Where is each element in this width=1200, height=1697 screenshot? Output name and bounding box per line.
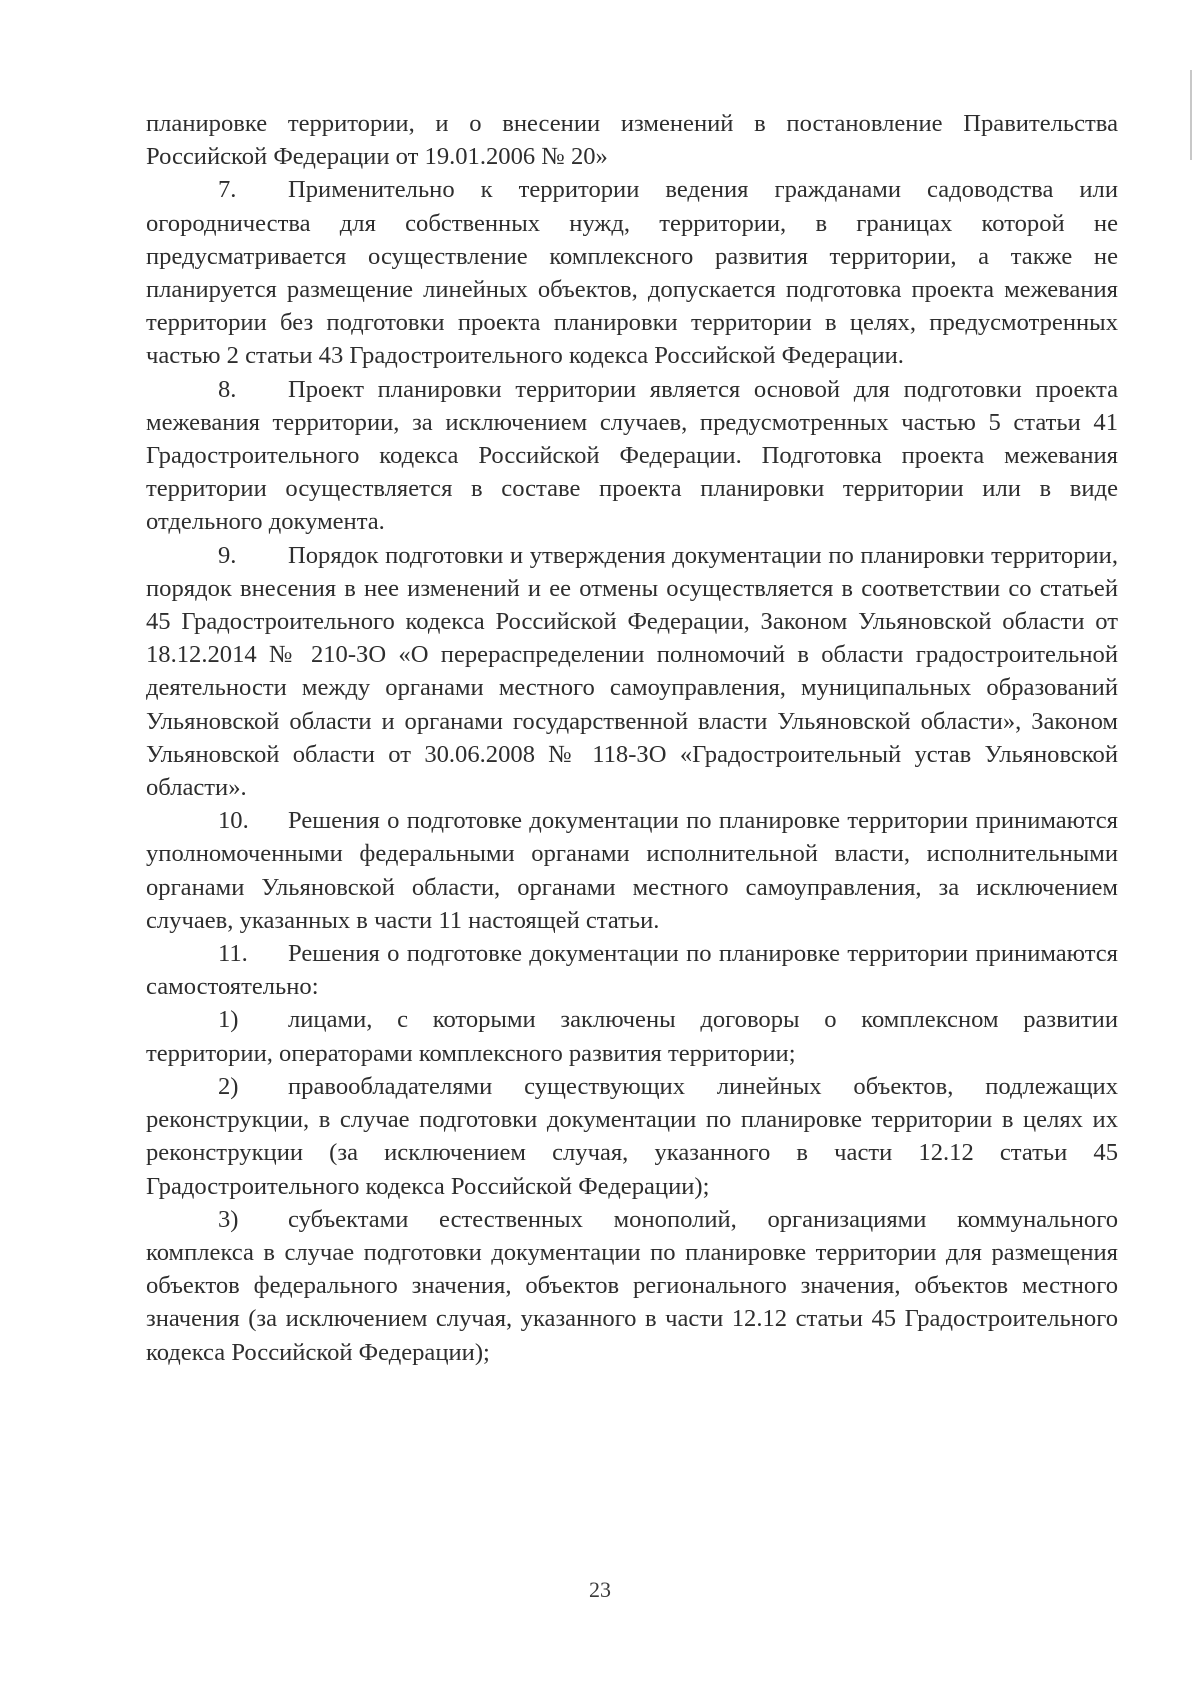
document-body [146, 107, 1118, 1369]
paragraph-continuation [146, 107, 1118, 173]
list-item-number: 1) [218, 1006, 239, 1034]
list-item-number: 3) [218, 1205, 239, 1233]
paragraph-number: 9. [218, 541, 237, 569]
list-item-text: лицами, с которыми заключены договоры о комплексном развитии территории, операторами комплексного развития территории; [146, 1006, 1118, 1067]
paragraph-10 [146, 804, 1118, 937]
paragraph-text: Решения о подготовке документации по планировке территории принимаются уполномоченными федеральными органами исполнительной власти, исполнительными органами Ульяновской области, органами местного самоуправления, за исключением случаев, указанных в части 11 настоящей статьи. [146, 807, 1118, 934]
paragraph-text: Применительно к территории ведения гражданами садоводства или огородничества для собственных нужд, территории, в границах которой не предусматривается осуществление комплексного развития территории, а также не планируется размещение линейных объектов, допускается подготовка проекта межевания территории без подготовки проекта планировки территории в целях, предусмотренных частью 2 статьи 43 Градостроительного кодекса Российской Федерации. [146, 176, 1118, 370]
paragraph-number: 7. [218, 176, 237, 204]
list-item-text: правообладателями существующих линейных объектов, подлежащих реконструкции, в случае подготовки документации по планировке территории в целях их реконструкции (за исключением случая, указанного в части 12.12 статьи 45 Градостроительного кодекса Российской Федерации); [146, 1072, 1118, 1200]
paragraph-8 [146, 373, 1118, 539]
paragraph-text: Проект планировки территории является основой для подготовки проекта межевания территории, за исключением случаев, предусмотренных частью 5 статьи 41 Градостроительного кодекса Российской Федерации. Подготовка проекта межевания территории осуществляется в составе проекта планировки территории или в виде отдельного документа. [146, 375, 1118, 536]
list-item-text: субъектами естественных монополий, организациями коммунального комплекса в случае подготовки документации по планировке территории для размещения объектов федерального значения, объектов регионального значения, объектов местного значения (за исключением случая, указанного в части 12.12 статьи 45 Градостроительного кодекса Российской Федерации); [146, 1205, 1118, 1366]
paragraph-number: 11. [218, 940, 248, 968]
list-item-2 [146, 1070, 1118, 1203]
list-item-3 [146, 1203, 1118, 1369]
paragraph-text: Порядок подготовки и утверждения документации по планировки территории, порядок внесения в нее изменений и ее отмены осуществляется в соответствии со статьей 45 Градостроительного кодекса Российской Федерации, Законом Ульяновской области от 18.12.2014 № 210-ЗО «О перераспределении полномочий в области градостроительной деятельности между органами местного самоуправления, муниципальных образований Ульяновской области и органами государственной власти Ульяновской области», Законом Ульяновской области от 30.06.2008 № 118-ЗО «Градостроительный устав Ульяновской области». [146, 541, 1118, 802]
list-item-1 [146, 1003, 1118, 1069]
paragraph-number: 8. [218, 375, 237, 403]
paragraph-9 [146, 539, 1118, 805]
page-number: 23 [589, 1577, 611, 1602]
paragraph-text: Решения о подготовке документации по планировке территории принимаются самостоятельно: [146, 940, 1118, 1001]
list-item-number: 2) [218, 1072, 239, 1100]
paragraph-number: 10. [218, 807, 249, 835]
paragraph-text: планировке территории, и о внесении изменений в постановление Правительства Российской Федерации от 19.01.2006 № 20» [146, 110, 1118, 171]
scan-edge-mark [1190, 70, 1192, 160]
paragraph-11 [146, 937, 1118, 1003]
paragraph-7 [146, 173, 1118, 372]
